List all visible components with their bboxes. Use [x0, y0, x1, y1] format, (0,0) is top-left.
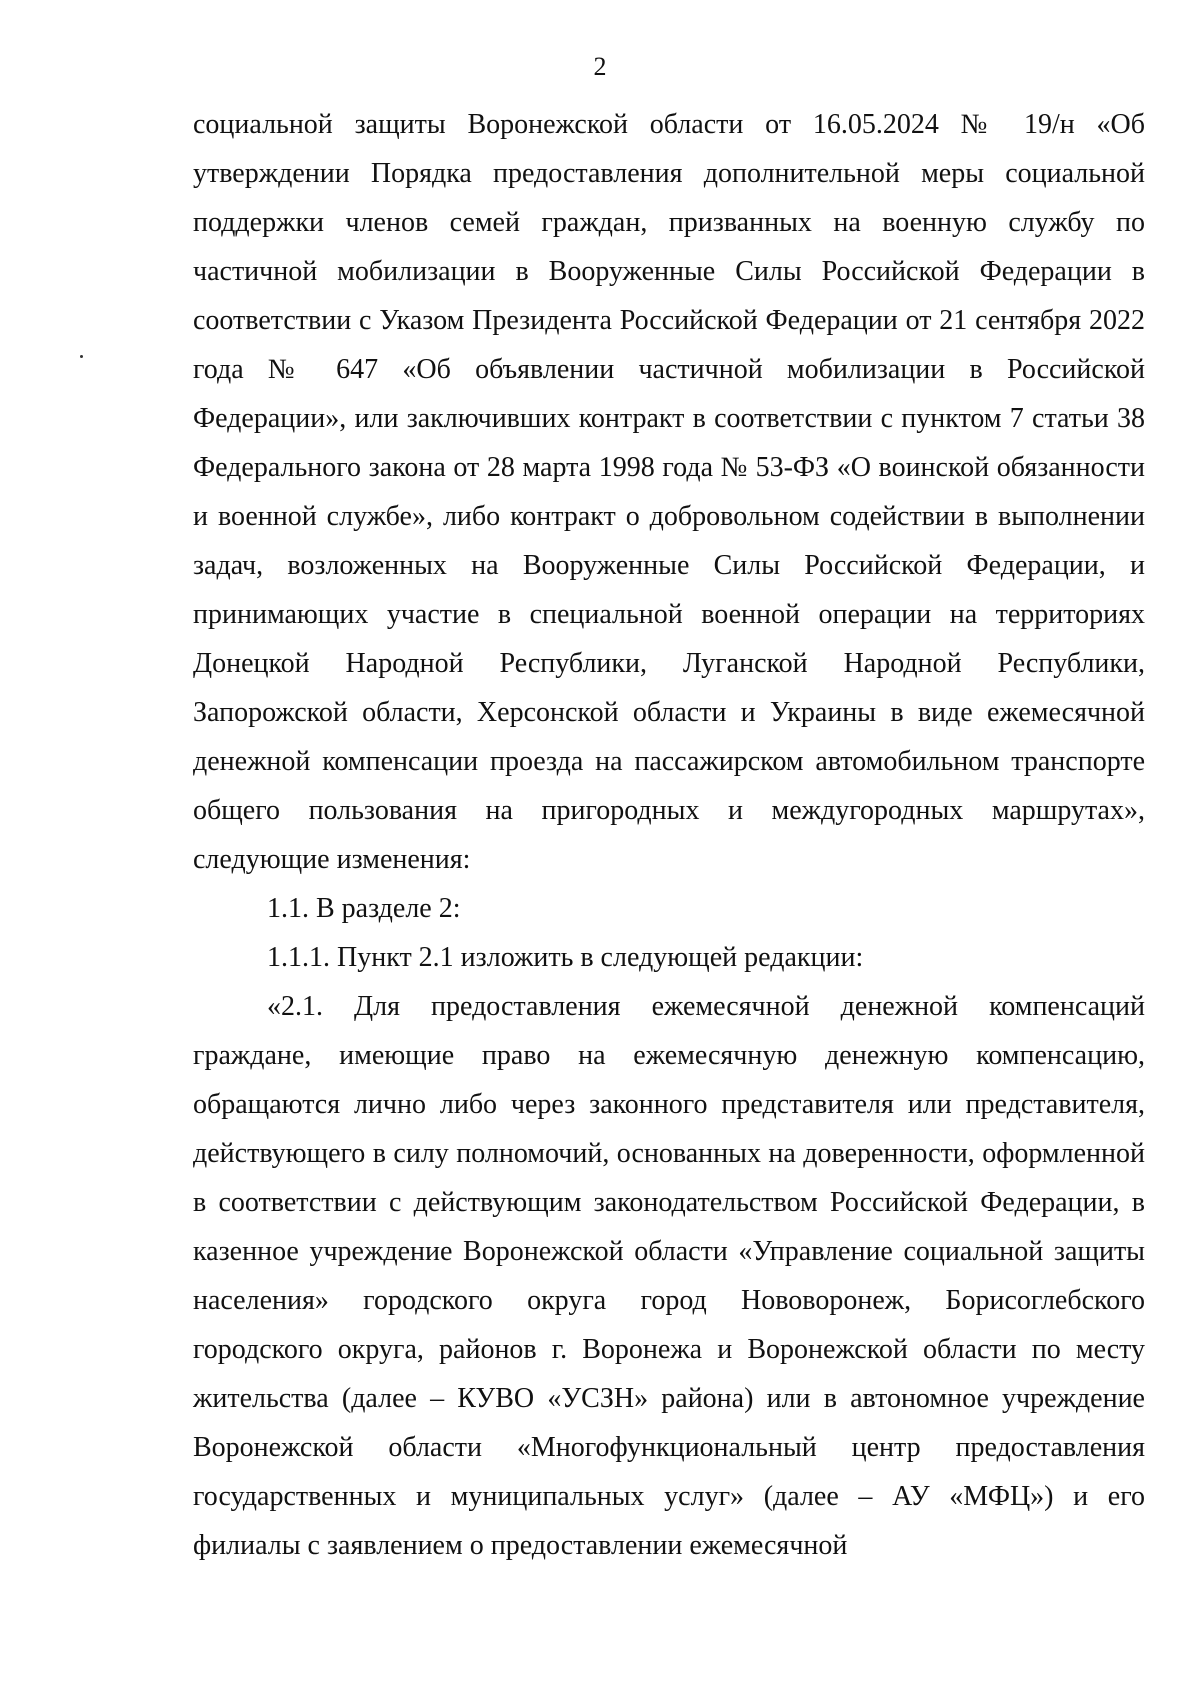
document-body	[193, 100, 1145, 1570]
scan-speck	[80, 355, 83, 358]
paragraph-continuation: социальной защиты Воронежской области от 16.05.2024 № 19/н «Об утверждении Порядка предоставления дополнительной меры социальной поддержки членов семей граждан, призванных на военную службу по частичной мобилизации в Вооруженные Силы Российской Федерации в соответствии с Указом Президента Российской Федерации от 21 сентября 2022 года № 647 «Об объявлении частичной мобилизации в Российской Федерации», или заключивших контракт в соответствии с пунктом 7 статьи 38 Федерального закона от 28 марта 1998 года № 53-ФЗ «О воинской обязанности и военной службе», либо контракт о добровольном содействии в выполнении задач, возложенных на Вооруженные Силы Российской Федерации, и принимающих участие в специальной военной операции на территориях Донецкой Народной Республики, Луганской Народной Республики, Запорожской области, Херсонской области и Украины в виде ежемесячной денежной компенсации проезда на пассажирском автомобильном транспорте общего пользования на пригородных и междугородных маршрутах», следующие изменения:	[193, 109, 1145, 875]
paragraph-new-wording: «2.1. Для предоставления ежемесячной денежной компенсаций граждане, имеющие право на ежемесячную денежную компенсацию, обращаются лично либо через законного представителя или представителя, действующего в силу полномочий, основанных на доверенности, оформленной в соответствии с действующим законодательством Российской Федерации, в казенное учреждение Воронежской области «Управление социальной защиты населения» городского округа город Нововоронеж, Борисоглебского городского округа, районов г. Воронежа и Воронежской области по месту жительства (далее – КУВО «УСЗН» района) или в автономное учреждение Воронежской области «Многофункциональный центр предоставления государственных и муниципальных услуг» (далее – АУ «МФЦ») и его филиалы с заявлением о предоставлении ежемесячной	[193, 991, 1145, 1561]
paragraph-section-heading: 1.1. В разделе 2:	[267, 893, 461, 924]
page-number: 2	[593, 52, 607, 81]
paragraph-item-heading: 1.1.1. Пункт 2.1 изложить в следующей редакции:	[267, 942, 864, 973]
